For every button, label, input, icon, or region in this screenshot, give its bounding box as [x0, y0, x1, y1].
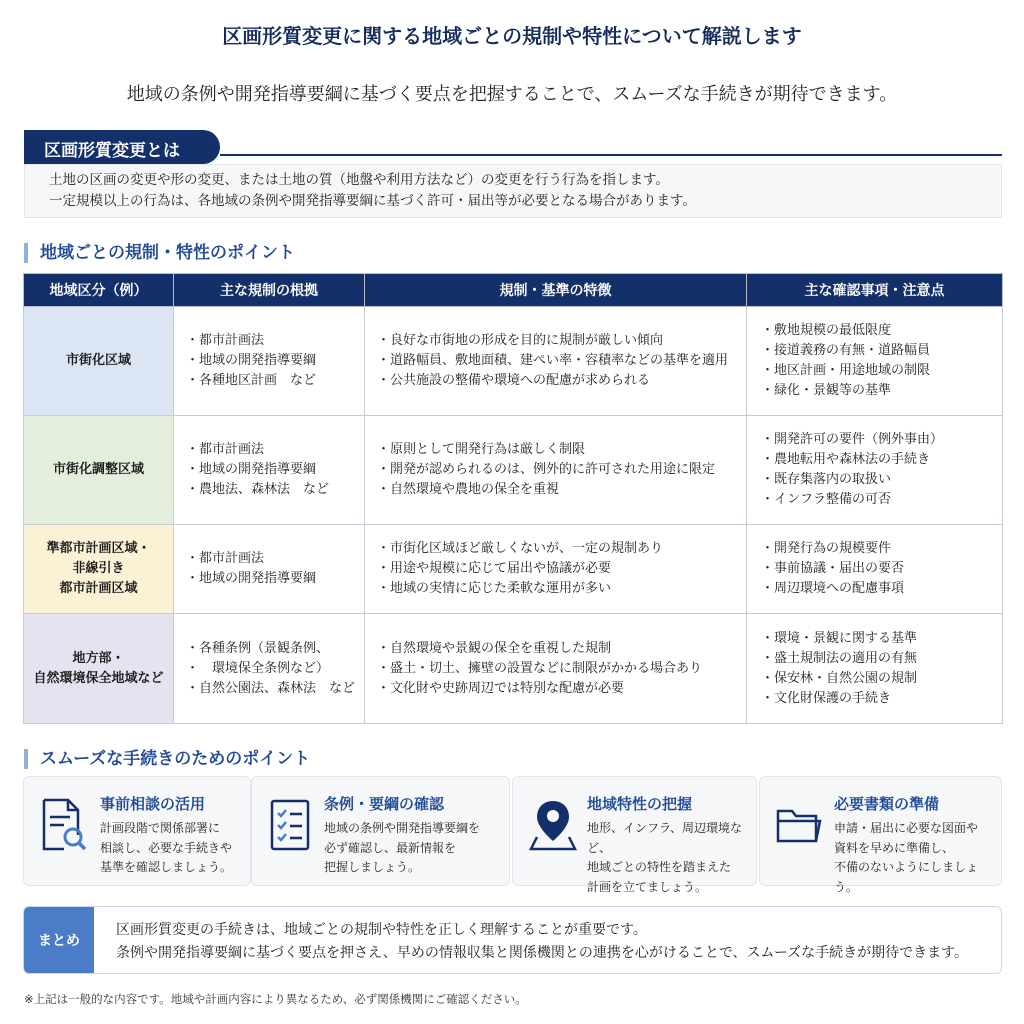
column-header: 地域区分（例）	[24, 274, 174, 307]
list-item: ・ 文化財や史跡周辺では特別な配慮が必要	[377, 679, 746, 699]
list-item: ・ 農地法、森林法 など	[186, 480, 364, 500]
list-item: ・ 市街化区域ほど厳しくないが、一定の規制あり	[377, 539, 746, 559]
area-name-line: 非線引き	[72, 561, 125, 576]
list-item: ・ 環境保全条例など）	[186, 659, 364, 679]
footnote: ※上記は一般的な内容です。地域や計画内容により異なるため、必ず関係機関にご確認ください。	[24, 992, 527, 1006]
notes-list	[761, 321, 1002, 401]
definition-box	[24, 130, 1002, 220]
list-item: ・ 盛土・切土、擁壁の設置などに制限がかかる場合あり	[377, 659, 746, 679]
features-list	[377, 639, 746, 699]
list-item: ・ 接道義務の有無・道路幅員	[761, 341, 1002, 361]
list-item: ・ 地域の開発指導要綱	[186, 351, 364, 371]
notes-list	[761, 539, 1002, 599]
tip-title: 事前相談の活用	[100, 795, 206, 813]
basis-list	[186, 549, 364, 589]
summary-box	[23, 906, 1002, 974]
list-item: ・ 各種地区計画 など	[186, 371, 364, 391]
basis-cell	[174, 614, 365, 724]
basis-cell	[174, 416, 365, 525]
area-name-line: 都市計画区域	[59, 581, 138, 596]
area-cell	[24, 416, 174, 525]
area-name-line: 市街化区域	[65, 353, 131, 368]
location-pin-icon	[529, 797, 577, 853]
notes-list	[761, 430, 1002, 510]
regulation-table	[23, 273, 1003, 724]
page-subtitle: 地域の条例や開発指導要綱に基づく要点を把握することで、スムーズな手続きが期待できます。	[126, 84, 898, 105]
list-item: ・ 開発許可の要件（例外事由）	[761, 430, 1002, 450]
list-item: ・ 都市計画法	[186, 549, 364, 569]
definition-divider	[220, 154, 1002, 156]
features-list	[377, 539, 746, 599]
area-name-line: 地方部・	[72, 650, 125, 666]
notes-list	[761, 629, 1002, 709]
column-header: 主な規制の根拠	[174, 274, 365, 307]
area-cell	[24, 614, 174, 724]
table-row	[24, 614, 1003, 724]
list-item: ・ 地域の開発指導要綱	[186, 460, 364, 480]
list-item: ・ 既存集落内の取扱い	[761, 470, 1002, 490]
tip-card	[512, 776, 757, 894]
list-item: ・ 都市計画法	[186, 331, 364, 351]
column-header: 規制・基準の特徴	[365, 274, 747, 307]
area-name-line: 自然環境保全地域など	[33, 670, 164, 686]
tip-card	[23, 776, 251, 886]
list-item: ・ 地域の実情に応じた柔軟な運用が多い	[377, 579, 746, 599]
document-search-icon	[40, 797, 88, 853]
list-item: ・ 緑化・景観等の基準	[761, 381, 1002, 401]
definition-line: 一定規模以上の行為は、各地域の条例や開発指導要綱に基づく許可・届出等が必要となる場合があります。	[49, 193, 696, 209]
tip-title: 地域特性の把握	[587, 795, 693, 813]
summary-body	[116, 919, 968, 965]
tip-title: 必要書類の準備	[834, 795, 940, 813]
tip-body: 計画段階で関係部署に 相談し、必要な手続きや 基準を確認しましょう。	[100, 821, 233, 874]
list-item: ・ 農地転用や森林法の手続き	[761, 450, 1002, 470]
definition-body	[24, 164, 1002, 218]
area-name-line: 準都市計画区域・	[46, 541, 151, 556]
folder-icon	[776, 797, 824, 853]
list-item: ・ 各種条例（景観条例、	[186, 639, 364, 659]
checklist-icon	[268, 797, 316, 853]
basis-list	[186, 331, 364, 391]
feat-cell	[365, 614, 747, 724]
area-cell	[24, 525, 174, 614]
features-list	[377, 331, 746, 391]
tip-card	[251, 776, 510, 886]
list-item: ・ 道路幅員、敷地面積、建ぺい率・容積率などの基準を適用	[377, 351, 746, 371]
list-item: ・ 自然公園法、森林法 など	[186, 679, 364, 699]
list-item: ・ 公共施設の整備や環境への配慮が求められる	[377, 371, 746, 391]
feat-cell	[365, 307, 747, 416]
regulation-section-heading: 地域ごとの規制・特性のポイント	[24, 243, 295, 263]
list-item: ・ 地区計画・用途地域の制限	[761, 361, 1002, 381]
list-item: ・ 用途や規模に応じて届出や協議が必要	[377, 559, 746, 579]
list-item: ・ 地域の開発指導要綱	[186, 569, 364, 589]
feat-cell	[365, 525, 747, 614]
list-item: ・ 開発行為の規模要件	[761, 539, 1002, 559]
summary-line: 区画形質変更の手続きは、地域ごとの規制や特性を正しく理解することが重要です。	[116, 922, 647, 938]
list-item: ・ 自然環境や農地の保全を重視	[377, 480, 746, 500]
summary-label: まとめ	[24, 907, 94, 974]
note-cell	[747, 416, 1003, 525]
note-cell	[747, 307, 1003, 416]
list-item: ・ インフラ整備の可否	[761, 490, 1002, 510]
list-item: ・ 環境・景観に関する基準	[761, 629, 1002, 649]
feat-cell	[365, 416, 747, 525]
list-item: ・ 都市計画法	[186, 440, 364, 460]
list-item: ・ 盛土規制法の適用の有無	[761, 649, 1002, 669]
table-header-row	[24, 274, 1003, 307]
list-item: ・ 敷地規模の最低限度	[761, 321, 1002, 341]
list-item: ・ 事前協議・届出の要否	[761, 559, 1002, 579]
list-item: ・ 開発が認められるのは、例外的に許可された用途に限定	[377, 460, 746, 480]
tip-body: 地域の条例や開発指導要綱を 必ず確認し、最新情報を 把握しましょう。	[324, 821, 481, 874]
tips-cards	[23, 776, 1002, 894]
table-row	[24, 307, 1003, 416]
basis-cell	[174, 525, 365, 614]
area-cell	[24, 307, 174, 416]
basis-list	[186, 440, 364, 500]
area-name-line: 市街化調整区域	[52, 462, 144, 477]
tip-title: 条例・要綱の確認	[324, 795, 445, 813]
basis-cell	[174, 307, 365, 416]
summary-line: 条例や開発指導要綱に基づく要点を押さえ、早めの情報収集と関係機関との連携を心がけることで、スムーズな手続きが期待できます。	[116, 945, 969, 961]
note-cell	[747, 525, 1003, 614]
list-item: ・ 周辺環境への配慮事項	[761, 579, 1002, 599]
definition-label: 区画形質変更とは	[24, 130, 220, 164]
list-item: ・ 自然環境や景観の保全を重視した規制	[377, 639, 746, 659]
tip-body: 申請・届出に必要な図面や 資料を早めに準備し、 不備のないようにしましょう。	[834, 821, 979, 894]
list-item: ・ 保安林・自然公園の規制	[761, 669, 1002, 689]
list-item: ・ 原則として開発行為は厳しく制限	[377, 440, 746, 460]
definition-line: 土地の区画の変更や形の変更、または土地の質（地盤や利用方法など）の変更を行う行為を指します。	[49, 172, 669, 188]
column-header: 主な確認事項・注意点	[747, 274, 1003, 307]
page-title: 区画形質変更に関する地域ごとの規制や特性について解説します	[222, 24, 802, 48]
tips-section-heading: スムーズな手続きのためのポイント	[24, 749, 310, 769]
tip-card	[759, 776, 1002, 894]
list-item: ・ 文化財保護の手続き	[761, 689, 1002, 709]
note-cell	[747, 614, 1003, 724]
tip-body: 地形、インフラ、周辺環境など、 地域ごとの特性を踏まえた 計画を立てましょう。	[587, 821, 743, 894]
table-row	[24, 416, 1003, 525]
basis-list	[186, 639, 364, 699]
table-row	[24, 525, 1003, 614]
list-item: ・ 良好な市街地の形成を目的に規制が厳しい傾向	[377, 331, 746, 351]
features-list	[377, 440, 746, 500]
